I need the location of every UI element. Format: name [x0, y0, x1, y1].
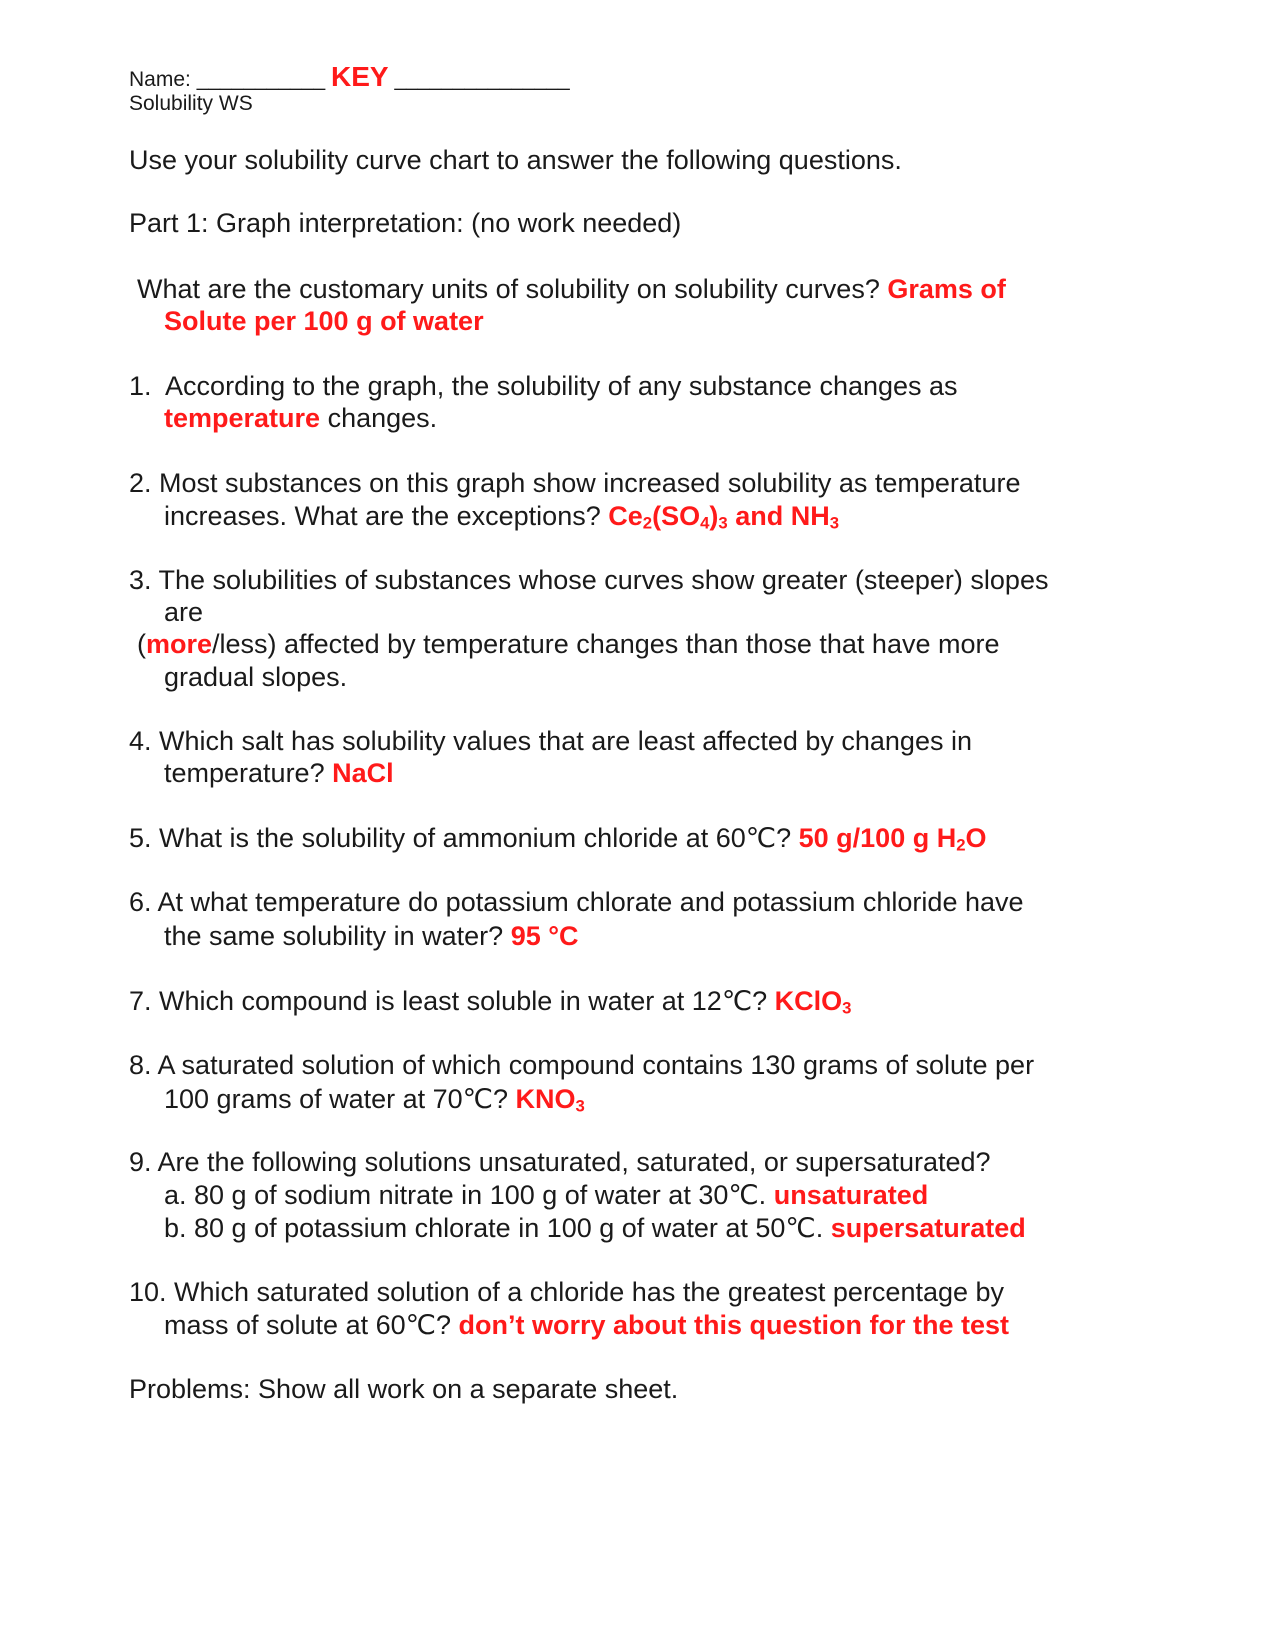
question-3-line4: gradual slopes. — [164, 662, 348, 692]
answer-sub-nh3: 3 — [829, 513, 840, 533]
units-question-text: What are the customary units of solubility on solubility curves? — [137, 274, 880, 304]
question-9b-answer: supersaturated — [830, 1213, 1026, 1243]
question-9b — [164, 1212, 1026, 1244]
question-10-text: mass of solute at 60℃? — [164, 1310, 451, 1340]
question-6-line2 — [164, 920, 579, 952]
part1-heading: Part 1: Graph interpretation: (no work needed) — [129, 208, 682, 238]
question-7 — [129, 985, 851, 1017]
question-5-text: 5. What is the solubility of ammonium chloride at 60℃? — [129, 823, 792, 853]
question-5-answer-sub: 2 — [956, 835, 966, 855]
units-question — [137, 273, 1006, 305]
question-10-line1: 10. Which saturated solution of a chloride has the greatest percentage by — [129, 1277, 1005, 1307]
question-8-answer-main: KNO — [515, 1084, 576, 1114]
answer-ce: Ce — [608, 501, 643, 531]
name-blank-left: ___________ — [196, 68, 326, 91]
question-5-answer-main: 50 g/100 g H — [798, 823, 957, 853]
name-label: Name: — [129, 68, 191, 91]
question-5-answer — [799, 823, 987, 853]
question-3-line1: 3. The solubilities of substances whose curves show greater (steeper) slopes — [129, 565, 1049, 595]
instructions: Use your solubility curve chart to answer the following questions. — [129, 145, 902, 175]
key-label: KEY — [331, 61, 389, 92]
answer-sub-2: 2 — [642, 513, 653, 533]
question-9b-text: b. 80 g of potassium chlorate in 100 g of water at 50℃. — [164, 1213, 824, 1243]
answer-and-nh: and NH — [727, 501, 830, 531]
question-4-answer: NaCl — [332, 758, 394, 788]
question-10-answer: don’t worry about this question for the test — [458, 1310, 1009, 1340]
question-7-answer — [775, 986, 852, 1016]
question-2-answer — [608, 501, 839, 531]
question-4-line2 — [164, 757, 394, 789]
answer-close-paren: ) — [709, 501, 719, 531]
question-4-text: temperature? — [164, 758, 325, 788]
question-8-text: 100 grams of water at 70℃? — [164, 1084, 508, 1114]
question-9: 9. Are the following solutions unsaturated, saturated, or supersaturated? — [129, 1147, 991, 1177]
question-3-line2: are — [164, 597, 204, 627]
question-2-line2 — [164, 500, 839, 532]
question-10-line2 — [164, 1309, 1009, 1341]
question-1-answer: temperature — [164, 403, 321, 433]
question-1-line2 — [164, 402, 437, 434]
question-7-answer-main: KClO — [774, 986, 843, 1016]
problems-instructions: Problems: Show all work on a separate sheet. — [129, 1374, 679, 1404]
name-field — [129, 61, 570, 93]
units-answer-line2: Solute per 100 g of water — [164, 306, 484, 336]
question-6-answer: 95 °C — [510, 921, 579, 951]
question-9a — [164, 1179, 928, 1211]
question-8-line1: 8. A saturated solution of which compound contains 130 grams of solute per — [129, 1050, 1035, 1080]
question-6-line1: 6. At what temperature do potassium chlorate and potassium chloride have — [129, 887, 1024, 917]
question-3-text: /less) affected by temperature changes than those that have more — [212, 629, 1000, 659]
answer-sub-4: 4 — [700, 513, 710, 533]
question-6-text: the same solubility in water? — [164, 921, 504, 951]
question-1-number: 1. — [129, 371, 152, 401]
question-2-text: increases. What are the exceptions? — [164, 501, 601, 531]
question-2-line1: 2. Most substances on this graph show increased solubility as temperature — [129, 468, 1021, 498]
answer-sub-3: 3 — [718, 513, 728, 533]
question-5 — [129, 822, 987, 854]
worksheet-subtitle: Solubility WS — [129, 92, 253, 115]
question-4-line1: 4. Which salt has solubility values that are least affected by changes in — [129, 726, 972, 756]
question-8-answer-sub: 3 — [575, 1096, 585, 1116]
question-9a-answer: unsaturated — [773, 1180, 929, 1210]
question-7-text: 7. Which compound is least soluble in water at 12℃? — [129, 986, 768, 1016]
units-answer-line1: Grams of — [887, 274, 1006, 304]
question-7-answer-sub: 3 — [842, 998, 852, 1018]
question-8-line2 — [164, 1083, 585, 1115]
question-5-answer-end: O — [965, 823, 987, 853]
answer-so: (SO — [652, 501, 701, 531]
question-3-open-paren: ( — [137, 629, 146, 659]
question-8-answer — [516, 1084, 585, 1114]
name-blank-right: _______________ — [394, 68, 570, 91]
question-1-text-end: changes. — [327, 403, 438, 433]
question-3-line3 — [137, 628, 1000, 660]
question-3-answer: more — [146, 629, 213, 659]
question-1-text: According to the graph, the solubility of any substance changes as — [165, 371, 958, 401]
question-9a-text: a. 80 g of sodium nitrate in 100 g of water at 30℃. — [164, 1180, 767, 1210]
question-1-line1 — [129, 370, 958, 402]
